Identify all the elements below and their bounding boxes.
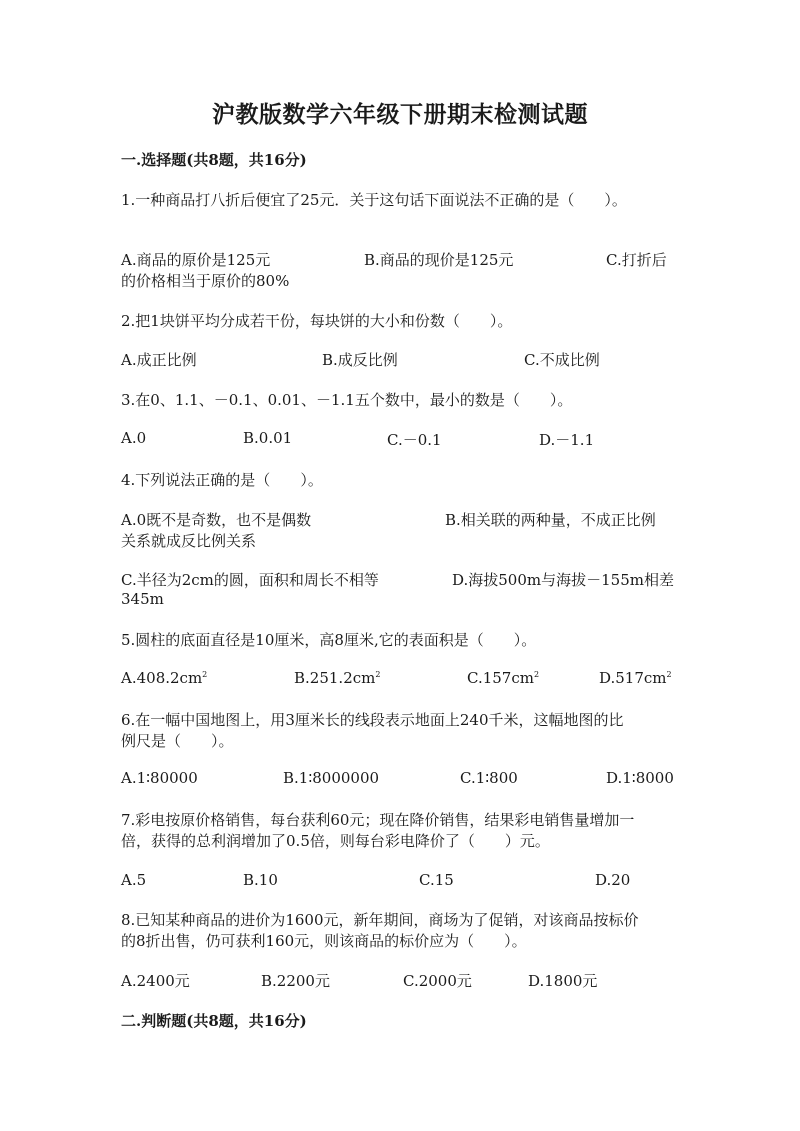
q7-option-a: A.5: [121, 871, 147, 889]
q5-option-b: $B.251.2cm^2$: [294, 669, 381, 687]
question-7-line-2: 倍，获得的总利润增加了0.5倍，则每台彩电降价了（ ）元。: [121, 832, 550, 850]
question-1: 1.一种商品打八折后便宜了25元．关于这句话下面说法不正确的是（ ）。: [121, 191, 627, 209]
q6-option-a: A.1∶80000: [121, 769, 198, 787]
question-7-line-1: 7.彩电按原价格销售，每台获利60元；现在降价销售，结果彩电销售量增加一: [121, 811, 635, 829]
q5-option-c: $C.157cm^2$: [467, 669, 540, 687]
q1-option-c-continued: 的价格相当于原价的80%: [121, 272, 290, 290]
q4-option-c: C.半径为2cm的圆，面积和周长不相等: [121, 571, 379, 589]
q3-option-c: C.－0.1: [387, 431, 442, 449]
q1-option-a: A.商品的原价是125元: [121, 251, 271, 269]
q4-option-b-continued: 关系就成反比例关系: [121, 532, 257, 550]
q6-option-b: B.1∶8000000: [283, 769, 380, 787]
question-8-line-2: 的8折出售，仍可获利160元，则该商品的标价应为（ ）。: [121, 932, 527, 950]
question-4: 4.下列说法正确的是（ ）。: [121, 471, 323, 489]
q1-option-c: C.打折后: [606, 251, 667, 269]
question-6-line-2: 例尺是（ ）。: [121, 732, 234, 750]
section-heading-choice: 一.选择题(共8题，共16分): [121, 151, 307, 169]
q5-option-a: $A.408.2cm^2$: [121, 669, 208, 687]
q1-option-b: B.商品的现价是125元: [364, 251, 514, 269]
q4-option-d-continued: 345m: [121, 590, 164, 608]
q8-option-d: D.1800元: [528, 972, 598, 990]
q3-option-a: A.0: [121, 429, 147, 447]
q4-option-b: B.相关联的两种量，不成正比例: [445, 511, 656, 529]
q2-option-c: C.不成比例: [524, 351, 600, 369]
q4-option-d: D.海拔500m与海拔－155m相差: [452, 571, 674, 589]
page-title: 沪教版数学六年级下册期末检测试题: [212, 101, 588, 128]
section-heading-judgement: 二.判断题(共8题，共16分): [121, 1012, 307, 1030]
q7-option-d: D.20: [595, 871, 631, 889]
question-2: 2.把1块饼平均分成若干份，每块饼的大小和份数（ ）。: [121, 312, 513, 330]
q7-option-c: C.15: [419, 871, 454, 889]
q3-option-b: B.0.01: [243, 429, 293, 447]
question-5: 5.圆柱的底面直径是10厘米，高8厘米,它的表面积是（ ）。: [121, 631, 537, 649]
q8-option-a: A.2400元: [121, 972, 190, 990]
q8-option-c: C.2000元: [403, 972, 472, 990]
q8-option-b: B.2200元: [261, 972, 330, 990]
q5-option-d: $D.517cm^2$: [599, 669, 672, 687]
q3-option-d: D.－1.1: [539, 431, 595, 449]
question-8-line-1: 8.已知某种商品的进价为1600元，新年期间，商场为了促销，对该商品按标价: [121, 911, 639, 929]
q6-option-d: D.1∶8000: [606, 769, 674, 787]
q6-option-c: C.1∶800: [460, 769, 518, 787]
q7-option-b: B.10: [243, 871, 278, 889]
q4-option-a: A.0既不是奇数，也不是偶数: [121, 511, 312, 529]
q2-option-b: B.成反比例: [322, 351, 398, 369]
q2-option-a: A.成正比例: [121, 351, 197, 369]
question-3: 3.在0、1.1、－0.1、0.01、－1.1五个数中，最小的数是（ ）。: [121, 391, 573, 409]
question-6-line-1: 6.在一幅中国地图上，用3厘米长的线段表示地面上240千米，这幅地图的比: [121, 711, 624, 729]
